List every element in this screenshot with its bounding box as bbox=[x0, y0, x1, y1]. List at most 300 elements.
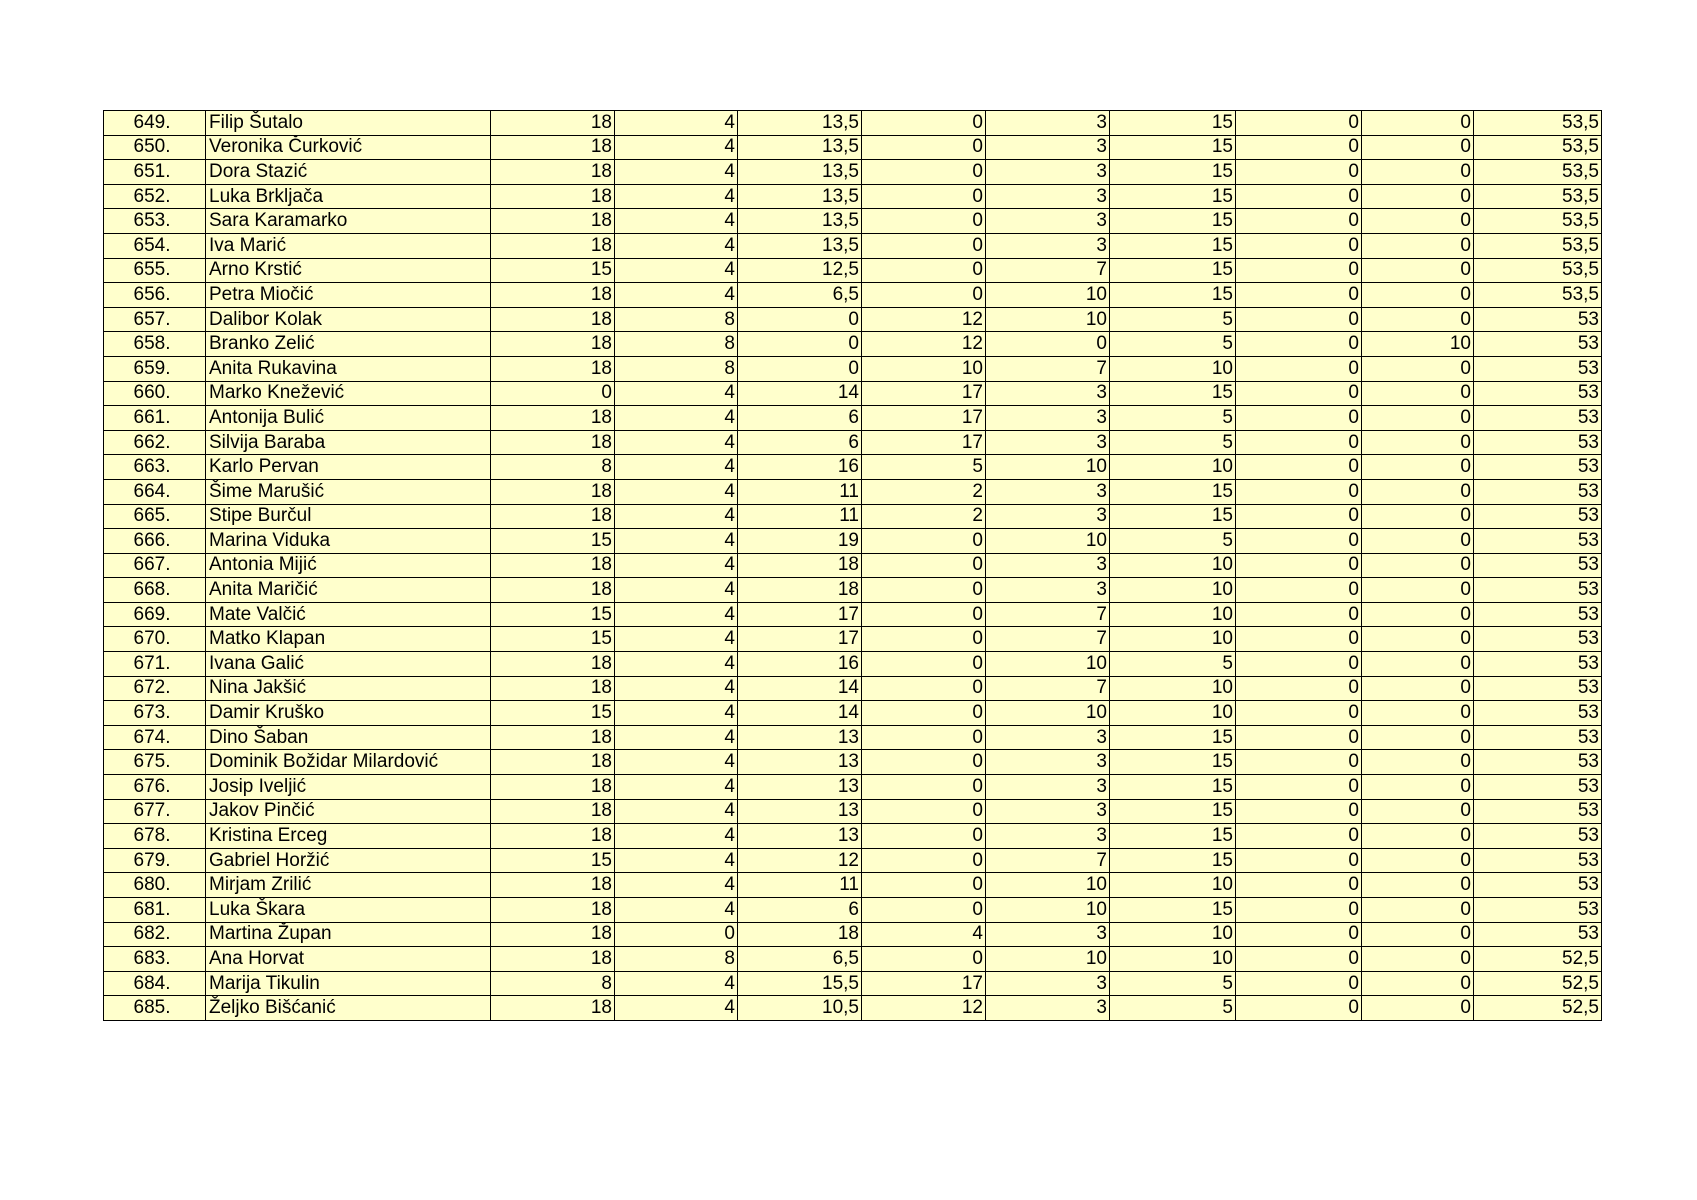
score-cell: 3 bbox=[986, 750, 1110, 775]
score-cell: 0 bbox=[1236, 848, 1362, 873]
score-cell: 0 bbox=[1362, 578, 1474, 603]
score-cell: 0 bbox=[1236, 676, 1362, 701]
score-cell: 3 bbox=[986, 430, 1110, 455]
rank-cell: 667. bbox=[104, 553, 206, 578]
score-cell: 7 bbox=[986, 258, 1110, 283]
score-cell: 13,5 bbox=[738, 135, 862, 160]
score-cell: 18 bbox=[491, 479, 615, 504]
score-cell: 4 bbox=[615, 602, 738, 627]
score-cell: 8 bbox=[615, 332, 738, 357]
total-cell: 53 bbox=[1474, 652, 1602, 677]
score-cell: 0 bbox=[1236, 947, 1362, 972]
rank-cell: 672. bbox=[104, 676, 206, 701]
table-row bbox=[104, 824, 1602, 849]
score-cell: 17 bbox=[862, 406, 986, 431]
total-cell: 53,5 bbox=[1474, 283, 1602, 308]
name-cell: Iva Marić bbox=[206, 233, 491, 258]
score-cell: 5 bbox=[1110, 996, 1236, 1021]
score-cell: 3 bbox=[986, 725, 1110, 750]
score-cell: 0 bbox=[1236, 504, 1362, 529]
name-cell: Veronika Čurković bbox=[206, 135, 491, 160]
score-cell: 18 bbox=[491, 135, 615, 160]
table-row bbox=[104, 996, 1602, 1021]
score-cell: 13,5 bbox=[738, 111, 862, 136]
score-cell: 15 bbox=[1110, 160, 1236, 185]
score-cell: 0 bbox=[1236, 455, 1362, 480]
score-cell: 15 bbox=[1110, 135, 1236, 160]
score-cell: 0 bbox=[1236, 332, 1362, 357]
score-cell: 13,5 bbox=[738, 184, 862, 209]
score-cell: 10 bbox=[986, 701, 1110, 726]
name-cell: Ivana Galić bbox=[206, 652, 491, 677]
score-cell: 10 bbox=[1110, 602, 1236, 627]
score-cell: 0 bbox=[1362, 406, 1474, 431]
score-cell: 18 bbox=[491, 996, 615, 1021]
table-row bbox=[104, 455, 1602, 480]
score-cell: 4 bbox=[615, 233, 738, 258]
name-cell: Luka Brkljača bbox=[206, 184, 491, 209]
score-cell: 15 bbox=[491, 701, 615, 726]
score-cell: 0 bbox=[1236, 701, 1362, 726]
total-cell: 53 bbox=[1474, 307, 1602, 332]
table-row bbox=[104, 283, 1602, 308]
score-cell: 15 bbox=[1110, 750, 1236, 775]
score-cell: 0 bbox=[1362, 725, 1474, 750]
score-cell: 15 bbox=[491, 258, 615, 283]
name-cell: Kristina Erceg bbox=[206, 824, 491, 849]
score-cell: 15 bbox=[1110, 898, 1236, 923]
score-cell: 15 bbox=[1110, 775, 1236, 800]
rank-cell: 675. bbox=[104, 750, 206, 775]
score-cell: 15 bbox=[1110, 258, 1236, 283]
score-cell: 18 bbox=[491, 209, 615, 234]
score-cell: 17 bbox=[738, 627, 862, 652]
score-cell: 10,5 bbox=[738, 996, 862, 1021]
rank-cell: 676. bbox=[104, 775, 206, 800]
score-cell: 0 bbox=[1236, 381, 1362, 406]
score-cell: 4 bbox=[615, 111, 738, 136]
score-cell: 4 bbox=[615, 701, 738, 726]
score-cell: 0 bbox=[1236, 529, 1362, 554]
score-cell: 3 bbox=[986, 922, 1110, 947]
score-cell: 0 bbox=[1362, 111, 1474, 136]
rank-cell: 679. bbox=[104, 848, 206, 873]
score-cell: 18 bbox=[491, 676, 615, 701]
score-cell: 14 bbox=[738, 381, 862, 406]
score-cell: 0 bbox=[1362, 479, 1474, 504]
score-cell: 0 bbox=[1236, 356, 1362, 381]
rank-cell: 674. bbox=[104, 725, 206, 750]
score-cell: 15 bbox=[491, 529, 615, 554]
score-cell: 18 bbox=[491, 553, 615, 578]
name-cell: Luka Škara bbox=[206, 898, 491, 923]
total-cell: 53 bbox=[1474, 578, 1602, 603]
score-cell: 10 bbox=[986, 307, 1110, 332]
rank-cell: 681. bbox=[104, 898, 206, 923]
name-cell: Mate Valčić bbox=[206, 602, 491, 627]
score-cell: 18 bbox=[491, 307, 615, 332]
score-cell: 0 bbox=[1362, 529, 1474, 554]
score-cell: 0 bbox=[862, 873, 986, 898]
name-cell: Arno Krstić bbox=[206, 258, 491, 283]
rank-cell: 650. bbox=[104, 135, 206, 160]
score-cell: 12 bbox=[862, 332, 986, 357]
score-cell: 4 bbox=[862, 922, 986, 947]
score-cell: 0 bbox=[1236, 184, 1362, 209]
score-cell: 18 bbox=[491, 430, 615, 455]
rank-cell: 663. bbox=[104, 455, 206, 480]
rank-cell: 657. bbox=[104, 307, 206, 332]
score-cell: 0 bbox=[1236, 602, 1362, 627]
score-cell: 5 bbox=[1110, 430, 1236, 455]
score-cell: 18 bbox=[491, 332, 615, 357]
score-cell: 0 bbox=[1236, 233, 1362, 258]
table-row bbox=[104, 184, 1602, 209]
rank-cell: 662. bbox=[104, 430, 206, 455]
score-cell: 3 bbox=[986, 553, 1110, 578]
score-cell: 3 bbox=[986, 824, 1110, 849]
score-cell: 0 bbox=[1362, 356, 1474, 381]
total-cell: 53 bbox=[1474, 676, 1602, 701]
rank-cell: 671. bbox=[104, 652, 206, 677]
table-row bbox=[104, 135, 1602, 160]
score-cell: 10 bbox=[1110, 627, 1236, 652]
score-cell: 0 bbox=[862, 676, 986, 701]
score-cell: 5 bbox=[1110, 332, 1236, 357]
rank-cell: 683. bbox=[104, 947, 206, 972]
score-cell: 0 bbox=[1362, 135, 1474, 160]
score-cell: 15 bbox=[1110, 209, 1236, 234]
total-cell: 53 bbox=[1474, 627, 1602, 652]
score-cell: 0 bbox=[862, 578, 986, 603]
score-cell: 6 bbox=[738, 406, 862, 431]
score-cell: 18 bbox=[491, 947, 615, 972]
score-cell: 0 bbox=[1236, 283, 1362, 308]
total-cell: 53,5 bbox=[1474, 135, 1602, 160]
name-cell: Sara Karamarko bbox=[206, 209, 491, 234]
rank-cell: 666. bbox=[104, 529, 206, 554]
score-cell: 10 bbox=[986, 455, 1110, 480]
score-cell: 4 bbox=[615, 725, 738, 750]
score-cell: 6 bbox=[738, 430, 862, 455]
score-cell: 0 bbox=[1236, 898, 1362, 923]
score-cell: 12 bbox=[862, 996, 986, 1021]
table-row bbox=[104, 725, 1602, 750]
score-cell: 0 bbox=[1362, 184, 1474, 209]
rank-cell: 684. bbox=[104, 971, 206, 996]
table-row bbox=[104, 356, 1602, 381]
name-cell: Marina Viduka bbox=[206, 529, 491, 554]
score-cell: 16 bbox=[738, 652, 862, 677]
table-row bbox=[104, 627, 1602, 652]
rank-cell: 669. bbox=[104, 602, 206, 627]
score-cell: 4 bbox=[615, 873, 738, 898]
table-row bbox=[104, 775, 1602, 800]
rank-cell: 649. bbox=[104, 111, 206, 136]
score-cell: 10 bbox=[986, 283, 1110, 308]
score-cell: 5 bbox=[1110, 529, 1236, 554]
name-cell: Antonija Bulić bbox=[206, 406, 491, 431]
score-cell: 0 bbox=[491, 381, 615, 406]
score-cell: 18 bbox=[738, 553, 862, 578]
total-cell: 53 bbox=[1474, 602, 1602, 627]
score-cell: 3 bbox=[986, 799, 1110, 824]
total-cell: 53 bbox=[1474, 824, 1602, 849]
rank-cell: 670. bbox=[104, 627, 206, 652]
name-cell: Marko Knežević bbox=[206, 381, 491, 406]
score-cell: 0 bbox=[862, 898, 986, 923]
total-cell: 53 bbox=[1474, 775, 1602, 800]
score-cell: 3 bbox=[986, 578, 1110, 603]
rank-cell: 682. bbox=[104, 922, 206, 947]
score-cell: 17 bbox=[862, 430, 986, 455]
score-cell: 7 bbox=[986, 627, 1110, 652]
score-cell: 4 bbox=[615, 996, 738, 1021]
total-cell: 53,5 bbox=[1474, 233, 1602, 258]
score-cell: 0 bbox=[1362, 602, 1474, 627]
score-cell: 0 bbox=[1362, 233, 1474, 258]
name-cell: Stipe Burčul bbox=[206, 504, 491, 529]
score-cell: 4 bbox=[615, 504, 738, 529]
total-cell: 53 bbox=[1474, 922, 1602, 947]
rank-cell: 673. bbox=[104, 701, 206, 726]
name-cell: Anita Maričić bbox=[206, 578, 491, 603]
score-cell: 0 bbox=[1362, 898, 1474, 923]
table-row bbox=[104, 578, 1602, 603]
total-cell: 53 bbox=[1474, 455, 1602, 480]
score-cell: 8 bbox=[491, 455, 615, 480]
score-cell: 0 bbox=[1236, 258, 1362, 283]
score-cell: 13,5 bbox=[738, 160, 862, 185]
score-cell: 0 bbox=[1362, 922, 1474, 947]
score-cell: 10 bbox=[986, 947, 1110, 972]
score-cell: 4 bbox=[615, 209, 738, 234]
score-cell: 11 bbox=[738, 479, 862, 504]
score-cell: 8 bbox=[491, 971, 615, 996]
score-cell: 18 bbox=[491, 233, 615, 258]
table-row bbox=[104, 873, 1602, 898]
score-cell: 0 bbox=[1362, 504, 1474, 529]
score-cell: 0 bbox=[738, 356, 862, 381]
score-cell: 4 bbox=[615, 553, 738, 578]
score-cell: 10 bbox=[1110, 553, 1236, 578]
score-cell: 0 bbox=[1362, 283, 1474, 308]
score-cell: 7 bbox=[986, 676, 1110, 701]
score-cell: 0 bbox=[1236, 160, 1362, 185]
total-cell: 53 bbox=[1474, 553, 1602, 578]
score-cell: 15 bbox=[1110, 479, 1236, 504]
score-cell: 4 bbox=[615, 135, 738, 160]
score-cell: 0 bbox=[862, 209, 986, 234]
score-cell: 18 bbox=[491, 775, 615, 800]
score-cell: 0 bbox=[986, 332, 1110, 357]
score-cell: 4 bbox=[615, 824, 738, 849]
score-cell: 5 bbox=[1110, 406, 1236, 431]
score-cell: 13,5 bbox=[738, 209, 862, 234]
score-cell: 0 bbox=[862, 160, 986, 185]
score-cell: 3 bbox=[986, 504, 1110, 529]
table-row bbox=[104, 971, 1602, 996]
score-cell: 16 bbox=[738, 455, 862, 480]
score-cell: 3 bbox=[986, 209, 1110, 234]
table-row bbox=[104, 233, 1602, 258]
score-cell: 11 bbox=[738, 873, 862, 898]
table-row bbox=[104, 848, 1602, 873]
rank-cell: 653. bbox=[104, 209, 206, 234]
score-cell: 0 bbox=[738, 332, 862, 357]
score-cell: 13 bbox=[738, 799, 862, 824]
name-cell: Nina Jakšić bbox=[206, 676, 491, 701]
score-cell: 13,5 bbox=[738, 233, 862, 258]
score-cell: 8 bbox=[615, 307, 738, 332]
score-cell: 0 bbox=[1236, 750, 1362, 775]
score-cell: 4 bbox=[615, 258, 738, 283]
score-cell: 6,5 bbox=[738, 947, 862, 972]
score-cell: 0 bbox=[1362, 676, 1474, 701]
score-cell: 0 bbox=[1236, 922, 1362, 947]
score-cell: 18 bbox=[738, 922, 862, 947]
score-cell: 15 bbox=[1110, 381, 1236, 406]
table-row bbox=[104, 504, 1602, 529]
results-table bbox=[103, 110, 1602, 1021]
score-cell: 0 bbox=[1236, 775, 1362, 800]
score-cell: 3 bbox=[986, 971, 1110, 996]
table-row bbox=[104, 799, 1602, 824]
name-cell: Petra Miočić bbox=[206, 283, 491, 308]
name-cell: Ana Horvat bbox=[206, 947, 491, 972]
table-row bbox=[104, 111, 1602, 136]
score-cell: 0 bbox=[615, 922, 738, 947]
score-cell: 0 bbox=[1362, 258, 1474, 283]
score-cell: 0 bbox=[862, 947, 986, 972]
score-cell: 17 bbox=[738, 602, 862, 627]
total-cell: 53 bbox=[1474, 381, 1602, 406]
table-row bbox=[104, 307, 1602, 332]
score-cell: 19 bbox=[738, 529, 862, 554]
score-cell: 0 bbox=[1362, 799, 1474, 824]
score-cell: 4 bbox=[615, 652, 738, 677]
rank-cell: 680. bbox=[104, 873, 206, 898]
rank-cell: 658. bbox=[104, 332, 206, 357]
score-cell: 15 bbox=[1110, 111, 1236, 136]
table-row bbox=[104, 160, 1602, 185]
total-cell: 53,5 bbox=[1474, 209, 1602, 234]
table-row bbox=[104, 922, 1602, 947]
score-cell: 4 bbox=[615, 676, 738, 701]
rank-cell: 668. bbox=[104, 578, 206, 603]
score-cell: 2 bbox=[862, 479, 986, 504]
score-cell: 0 bbox=[1362, 996, 1474, 1021]
table-row bbox=[104, 209, 1602, 234]
score-cell: 8 bbox=[615, 356, 738, 381]
score-cell: 0 bbox=[862, 529, 986, 554]
score-cell: 0 bbox=[862, 701, 986, 726]
total-cell: 53 bbox=[1474, 750, 1602, 775]
score-cell: 12 bbox=[862, 307, 986, 332]
score-cell: 4 bbox=[615, 750, 738, 775]
score-cell: 10 bbox=[1110, 356, 1236, 381]
rank-cell: 660. bbox=[104, 381, 206, 406]
total-cell: 53,5 bbox=[1474, 111, 1602, 136]
table-row bbox=[104, 553, 1602, 578]
score-cell: 4 bbox=[615, 381, 738, 406]
table-row bbox=[104, 406, 1602, 431]
score-cell: 10 bbox=[1110, 676, 1236, 701]
rank-cell: 656. bbox=[104, 283, 206, 308]
rank-cell: 678. bbox=[104, 824, 206, 849]
score-cell: 0 bbox=[1236, 479, 1362, 504]
score-cell: 13 bbox=[738, 775, 862, 800]
score-cell: 15 bbox=[1110, 824, 1236, 849]
score-cell: 3 bbox=[986, 111, 1110, 136]
score-cell: 0 bbox=[1236, 627, 1362, 652]
name-cell: Mirjam Zrilić bbox=[206, 873, 491, 898]
rank-cell: 664. bbox=[104, 479, 206, 504]
score-cell: 7 bbox=[986, 602, 1110, 627]
score-cell: 0 bbox=[862, 233, 986, 258]
score-cell: 0 bbox=[1236, 135, 1362, 160]
score-cell: 14 bbox=[738, 701, 862, 726]
score-cell: 0 bbox=[1362, 824, 1474, 849]
score-cell: 10 bbox=[986, 873, 1110, 898]
score-cell: 0 bbox=[1362, 701, 1474, 726]
score-cell: 4 bbox=[615, 430, 738, 455]
score-cell: 0 bbox=[862, 652, 986, 677]
score-cell: 5 bbox=[862, 455, 986, 480]
score-cell: 18 bbox=[491, 504, 615, 529]
rank-cell: 685. bbox=[104, 996, 206, 1021]
score-cell: 0 bbox=[1362, 971, 1474, 996]
name-cell: Filip Šutalo bbox=[206, 111, 491, 136]
score-cell: 18 bbox=[491, 750, 615, 775]
name-cell: Dora Stazić bbox=[206, 160, 491, 185]
score-cell: 0 bbox=[862, 283, 986, 308]
score-cell: 18 bbox=[491, 725, 615, 750]
name-cell: Josip Iveljić bbox=[206, 775, 491, 800]
name-cell: Branko Zelić bbox=[206, 332, 491, 357]
score-cell: 0 bbox=[1236, 406, 1362, 431]
score-cell: 10 bbox=[862, 356, 986, 381]
score-cell: 18 bbox=[491, 824, 615, 849]
score-cell: 3 bbox=[986, 996, 1110, 1021]
score-cell: 4 bbox=[615, 184, 738, 209]
score-cell: 5 bbox=[1110, 307, 1236, 332]
score-cell: 0 bbox=[1236, 996, 1362, 1021]
total-cell: 52,5 bbox=[1474, 947, 1602, 972]
score-cell: 4 bbox=[615, 406, 738, 431]
total-cell: 53 bbox=[1474, 701, 1602, 726]
total-cell: 53,5 bbox=[1474, 258, 1602, 283]
score-cell: 10 bbox=[986, 898, 1110, 923]
score-cell: 11 bbox=[738, 504, 862, 529]
score-cell: 0 bbox=[1236, 111, 1362, 136]
score-cell: 13 bbox=[738, 824, 862, 849]
total-cell: 52,5 bbox=[1474, 971, 1602, 996]
score-cell: 0 bbox=[1362, 553, 1474, 578]
score-cell: 15 bbox=[491, 627, 615, 652]
score-cell: 10 bbox=[1110, 455, 1236, 480]
score-cell: 0 bbox=[1362, 873, 1474, 898]
table-row bbox=[104, 430, 1602, 455]
table-row bbox=[104, 602, 1602, 627]
name-cell: Dalibor Kolak bbox=[206, 307, 491, 332]
score-cell: 15 bbox=[1110, 184, 1236, 209]
name-cell: Karlo Pervan bbox=[206, 455, 491, 480]
name-cell: Gabriel Horžić bbox=[206, 848, 491, 873]
rank-cell: 659. bbox=[104, 356, 206, 381]
score-cell: 0 bbox=[1236, 209, 1362, 234]
total-cell: 53 bbox=[1474, 898, 1602, 923]
